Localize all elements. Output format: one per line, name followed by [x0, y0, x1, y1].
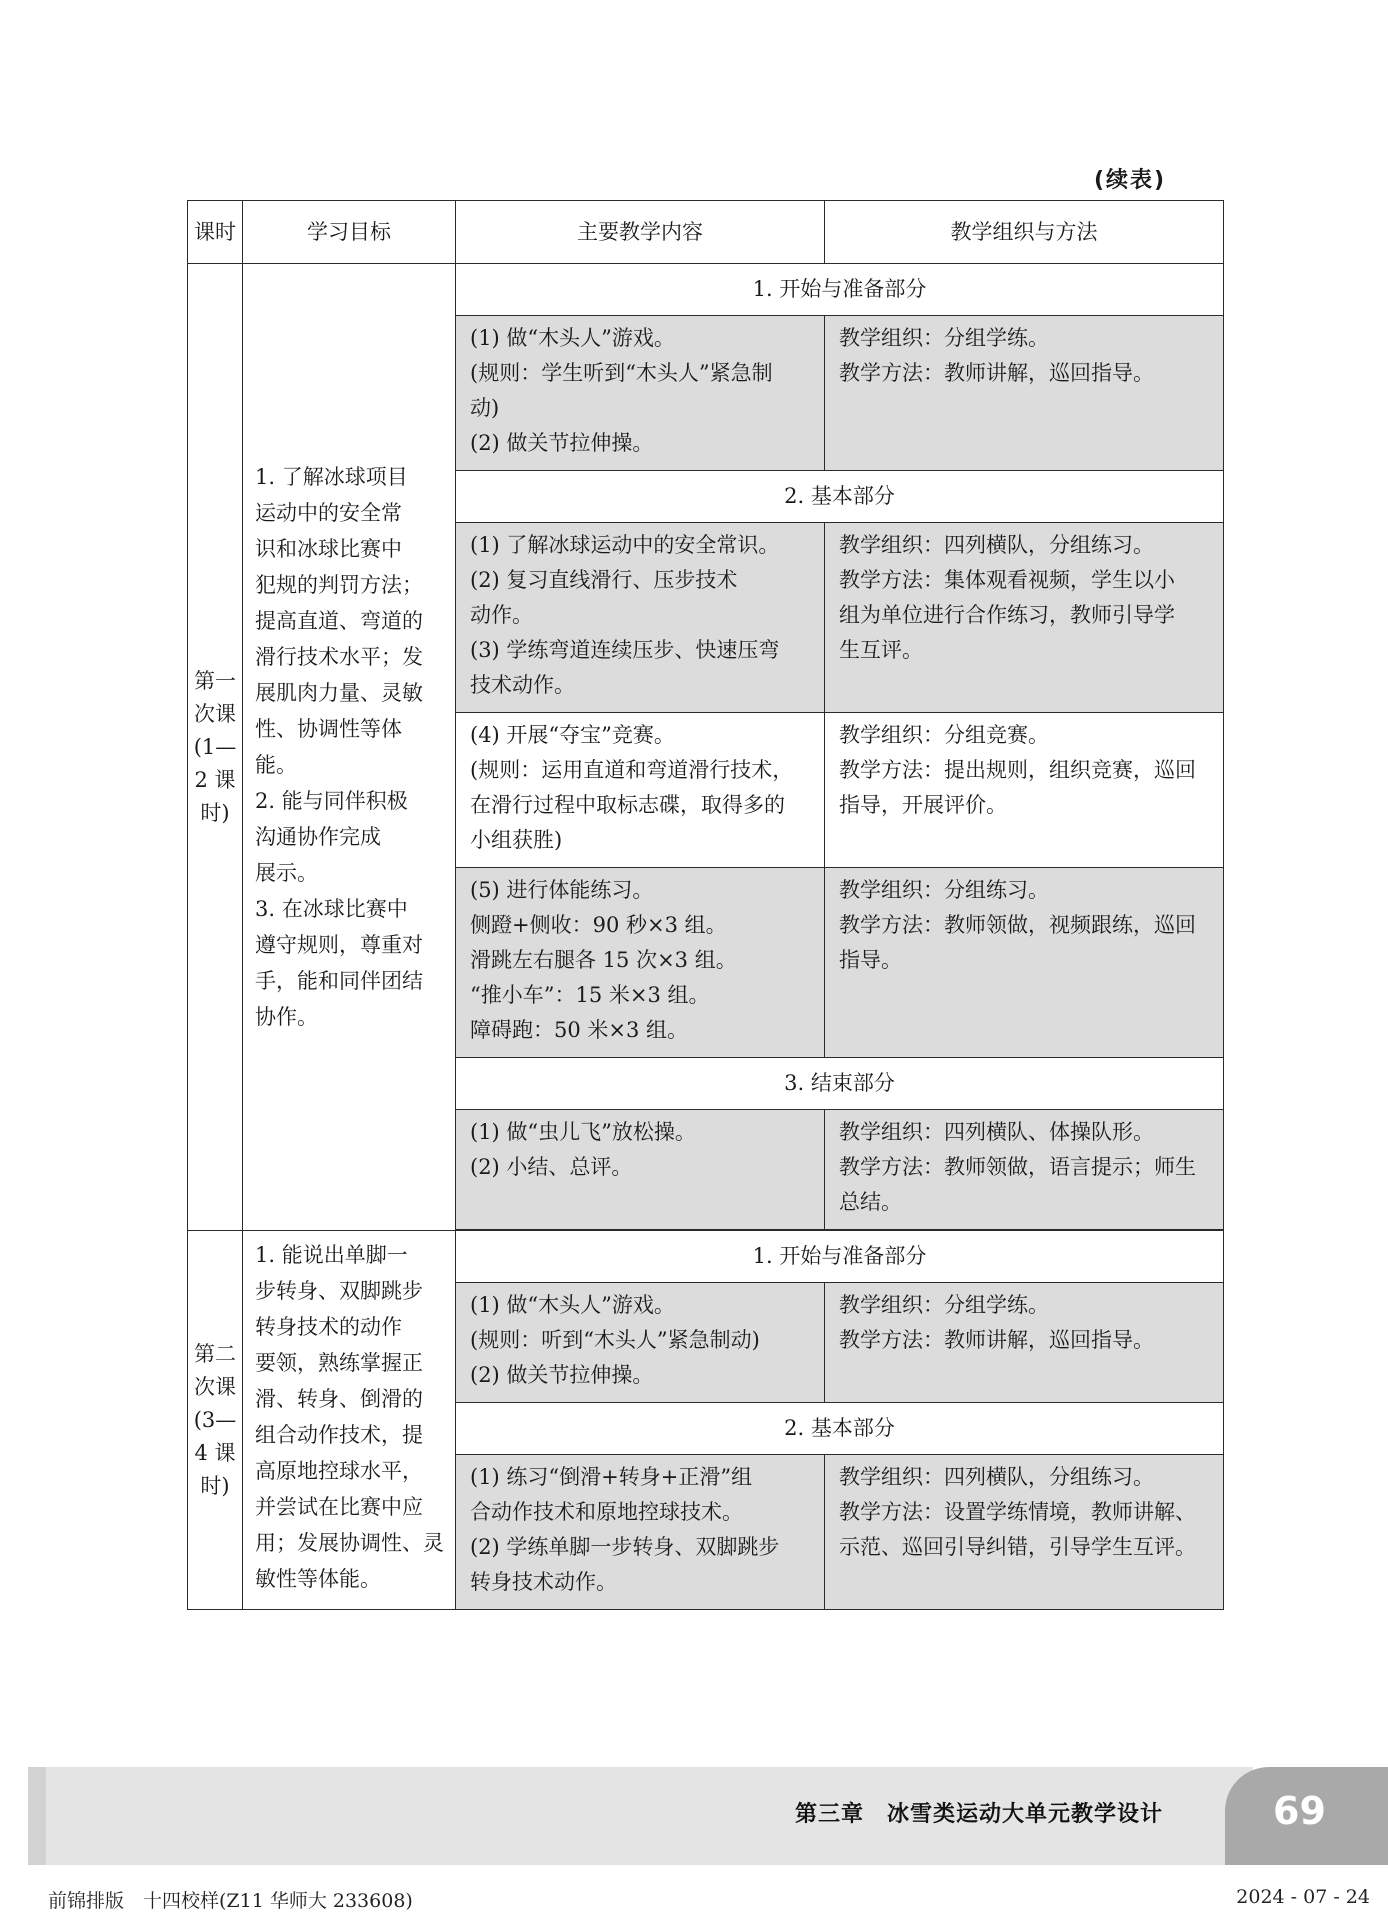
header-method: 教学组织与方法 [825, 201, 1224, 264]
lesson1-goals: 1. 了解冰球项目 运动中的安全常 识和冰球比赛中 犯规的判罚方法； 提高直道、弯道的 滑行技术水平；发 展肌肉力量、灵敏 性、协调性等体 能。 2. 能与同伴积极 沟通协作完成 展示。 3. 在冰球比赛中 遵守规则，尊重对 手，能和同伴团结 协作。 [243, 264, 456, 1231]
lesson1-row1-content: (1) 做“木头人”游戏。 (规则：学生听到“木头人”紧急制 动) (2) 做关节拉伸操。 [456, 316, 825, 471]
footer-band [28, 1767, 1253, 1865]
footer-edge [28, 1767, 46, 1865]
lesson1-row4-content: (5) 进行体能练习。 侧蹬+侧收：90 秒×3 组。 滑跳左右腿各 15 次×3 组。 “推小车”：15 米×3 组。 障碍跑：50 米×3 组。 [456, 868, 825, 1058]
lesson2-row2-content: (1) 练习“倒滑+转身+正滑”组 合动作技术和原地控球技术。 (2) 学练单脚一步转身、双脚跳步 转身技术动作。 [456, 1455, 825, 1610]
lesson-plan-table [187, 200, 1224, 1610]
page-number: 69 [1273, 1789, 1326, 1833]
lesson1-row4-method: 教学组织：分组练习。 教学方法：教师领做，视频跟练，巡回 指导。 [825, 868, 1224, 1058]
lesson1-row2-content: (1) 了解冰球运动中的安全常识。 (2) 复习直线滑行、压步技术 动作。 (3) 学练弯道连续压步、快速压弯 技术动作。 [456, 523, 825, 713]
header-goals: 学习目标 [243, 201, 456, 264]
page-number-tab [1225, 1767, 1388, 1865]
lesson2-row1-content: (1) 做“木头人”游戏。 (规则：听到“木头人”紧急制动) (2) 做关节拉伸操。 [456, 1283, 825, 1403]
lesson2-label: 第二 次课 (3— 4 课 时) [188, 1231, 243, 1610]
table-header-row [188, 201, 1224, 264]
header-lesson: 课时 [188, 201, 243, 264]
lesson1-section-basic: 2. 基本部分 [456, 471, 1224, 523]
lesson1-row5-method: 教学组织：四列横队、体操队形。 教学方法：教师领做，语言提示；师生 总结。 [825, 1110, 1224, 1230]
continued-label: (续表) [1094, 168, 1167, 193]
print-date: 2024 - 07 - 24 [1236, 1886, 1370, 1908]
lesson1-row5-content: (1) 做“虫儿飞”放松操。 (2) 小结、总评。 [456, 1110, 825, 1230]
print-info: 前锦排版 十四校样(Z11 华师大 233608) [48, 1890, 413, 1912]
lesson1-row1-method: 教学组织：分组学练。 教学方法：教师讲解，巡回指导。 [825, 316, 1224, 471]
lesson2-row1-method: 教学组织：分组学练。 教学方法：教师讲解，巡回指导。 [825, 1283, 1224, 1403]
lesson2-section-basic: 2. 基本部分 [456, 1403, 1224, 1455]
lesson2-goals: 1. 能说出单脚一 步转身、双脚跳步 转身技术的动作 要领，熟练掌握正 滑、转身、倒滑的 组合动作技术，提 高原地控球水平， 并尝试在比赛中应 用；发展协调性、灵 敏性等体能。 [243, 1231, 456, 1610]
lesson1-row2-method: 教学组织：四列横队，分组练习。 教学方法：集体观看视频，学生以小 组为单位进行合作练习，教师引导学 生互评。 [825, 523, 1224, 713]
lesson2-section-start: 1. 开始与准备部分 [456, 1231, 1224, 1283]
header-content: 主要教学内容 [456, 201, 825, 264]
chapter-title: 第三章 冰雪类运动大单元教学设计 [794, 1802, 1163, 1827]
lesson1-section-end: 3. 结束部分 [456, 1058, 1224, 1110]
lesson1-section-start: 1. 开始与准备部分 [456, 264, 1224, 316]
lesson2-row2-method: 教学组织：四列横队，分组练习。 教学方法：设置学练情境，教师讲解、 示范、巡回引导纠错，引导学生互评。 [825, 1455, 1224, 1610]
lesson1-row3-method: 教学组织：分组竞赛。 教学方法：提出规则，组织竞赛，巡回 指导，开展评价。 [825, 713, 1224, 868]
lesson1-row3-content: (4) 开展“夺宝”竞赛。 (规则：运用直道和弯道滑行技术， 在滑行过程中取标志碟，取得多的 小组获胜) [456, 713, 825, 868]
lesson1-label: 第一 次课 (1— 2 课 时) [188, 264, 243, 1231]
